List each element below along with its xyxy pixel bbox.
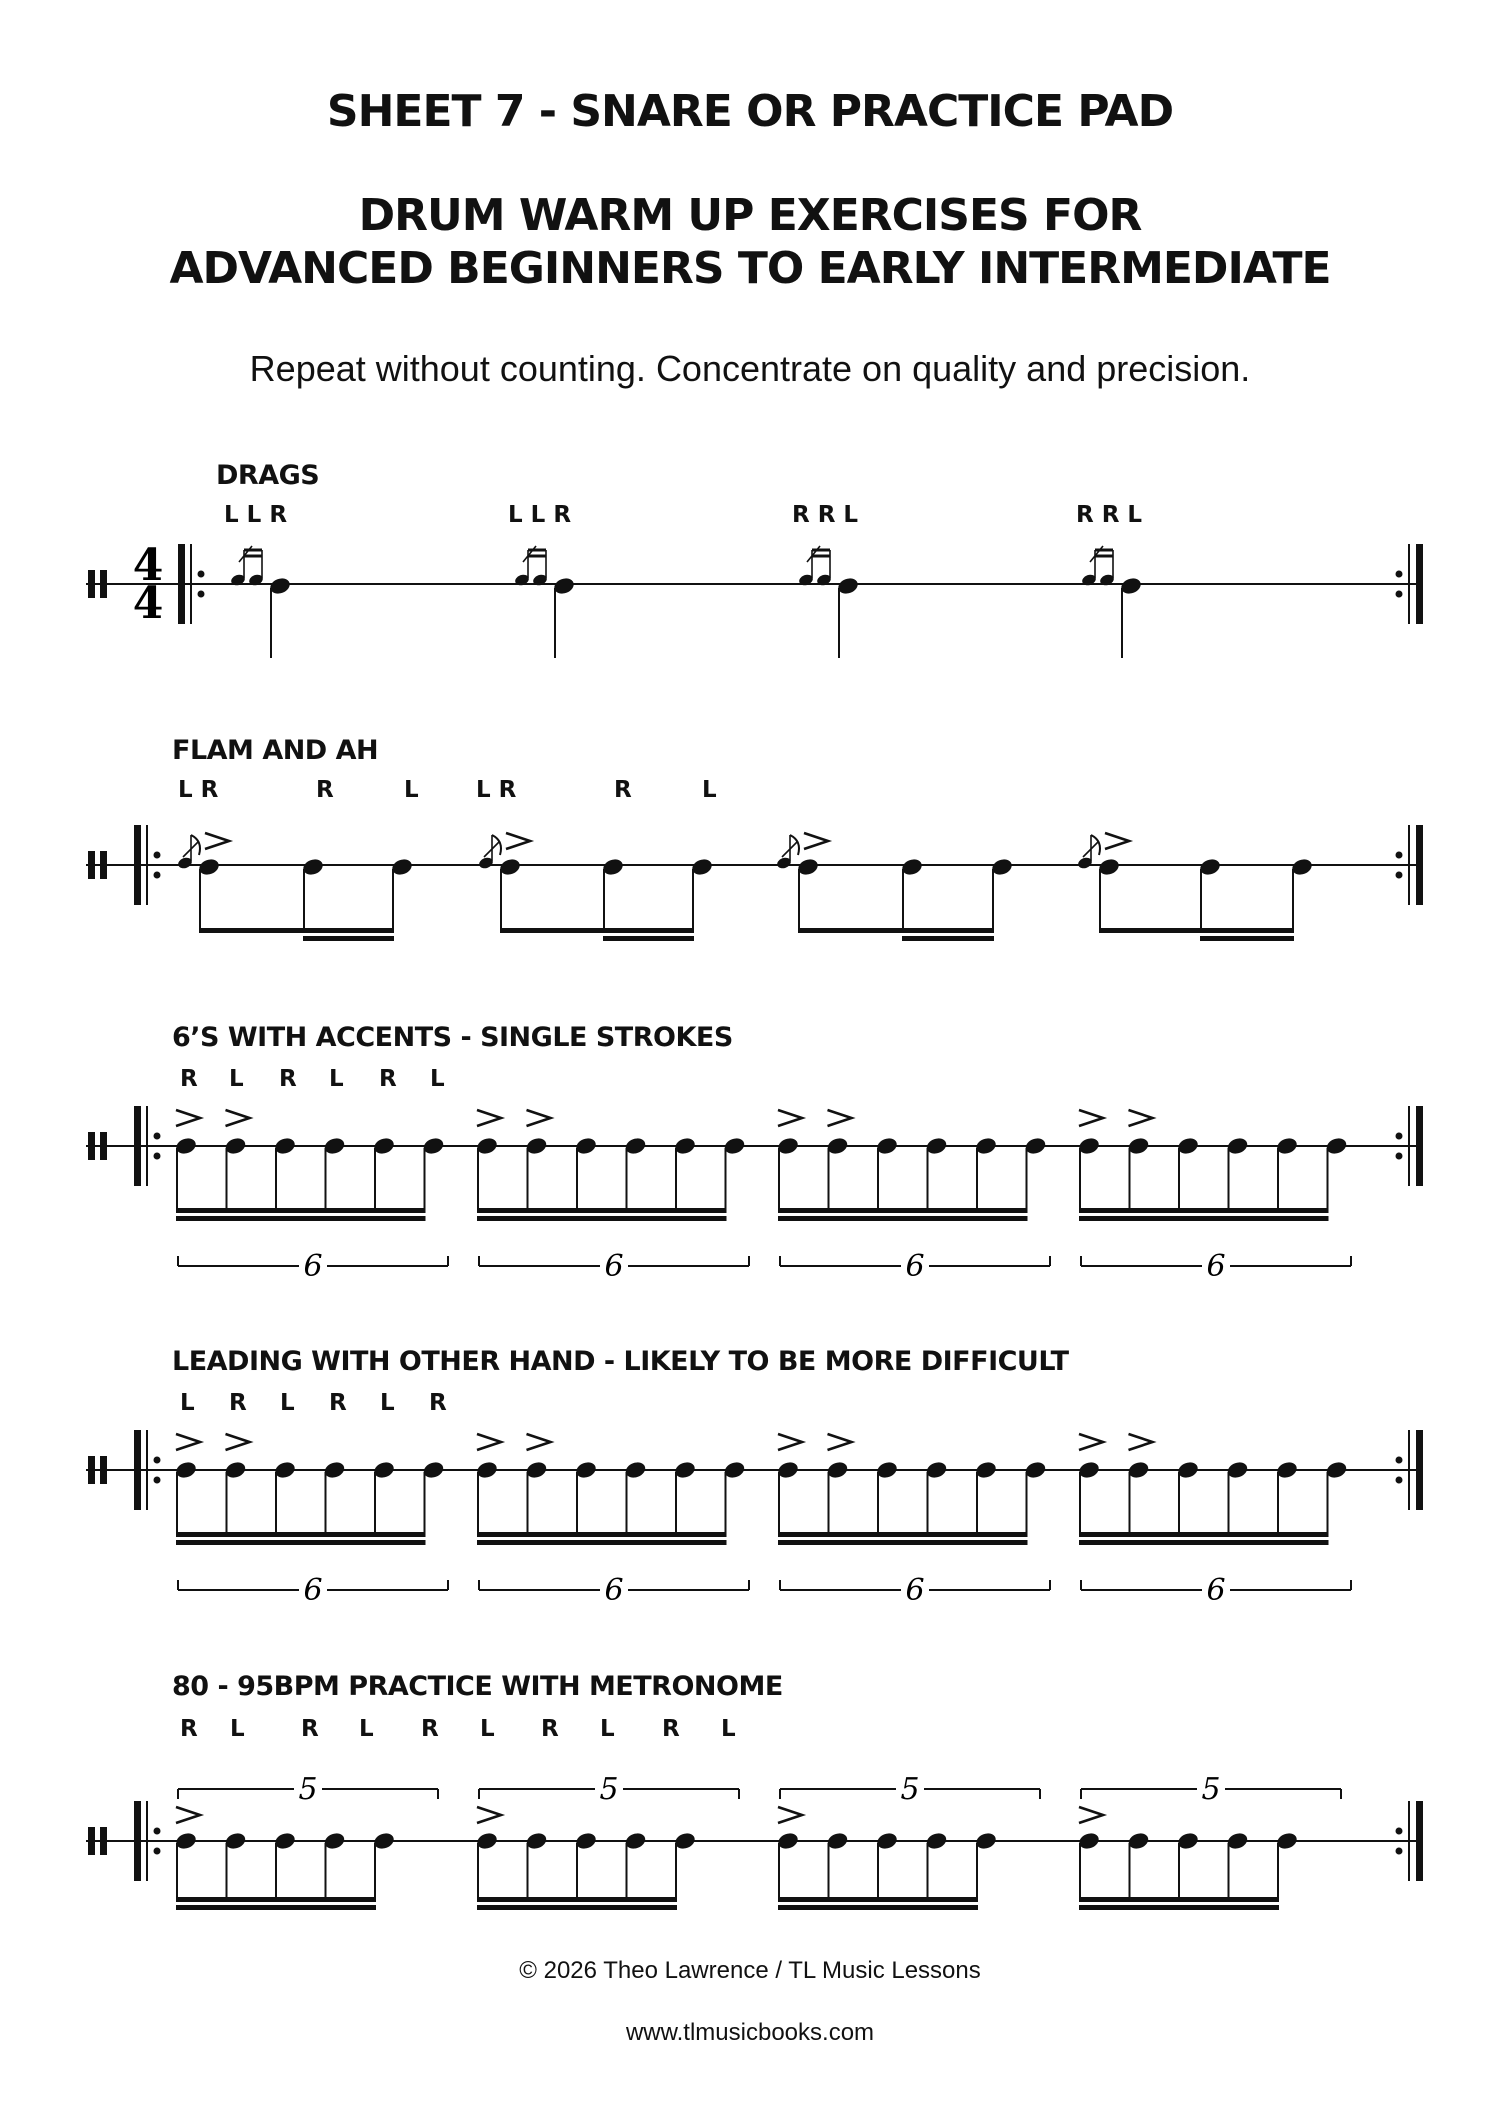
repeat-start-thick-bar	[134, 1430, 141, 1510]
percussion-clef	[100, 1827, 107, 1855]
repeat-dot	[198, 571, 205, 578]
exercise-label-sixes-single-strokes: 6’S WITH ACCENTS - SINGLE STROKES	[172, 1022, 733, 1053]
repeat-dot	[1396, 571, 1403, 578]
copyright: © 2026 Theo Lawrence / TL Music Lessons	[519, 1957, 981, 1984]
repeat-dot	[1396, 1828, 1403, 1835]
accent-mark	[778, 1110, 802, 1126]
sticking-other-hand-3: L	[280, 1390, 295, 1416]
accent-mark	[205, 833, 229, 849]
beam	[778, 1216, 1028, 1221]
accent-mark	[477, 1807, 501, 1823]
repeat-dot	[198, 591, 205, 598]
sticking-drags-1: L L R	[224, 502, 288, 528]
heading-line-1: DRUM WARM UP EXERCISES FOR	[358, 190, 1142, 241]
sticking-metronome-3: R	[301, 1716, 319, 1742]
tuplet-number: 6	[604, 1249, 624, 1284]
repeat-dot	[154, 872, 161, 879]
time-signature-top: 4	[132, 540, 164, 591]
repeat-end-thick-bar	[1416, 544, 1423, 624]
beam	[778, 1532, 1028, 1537]
sticking-metronome-6: L	[480, 1716, 495, 1742]
repeat-dot	[1396, 591, 1403, 598]
accent-mark	[804, 833, 828, 849]
percussion-clef	[100, 570, 107, 598]
accent-mark	[477, 1110, 501, 1126]
sheet-title: SHEET 7 - SNARE OR PRACTICE PAD	[326, 86, 1174, 137]
repeat-dot	[154, 852, 161, 859]
accent-mark	[828, 1434, 852, 1450]
tuplet-number: 6	[303, 1249, 323, 1284]
beam	[176, 1540, 426, 1545]
accent-mark	[1105, 833, 1129, 849]
beam	[1079, 1905, 1279, 1910]
beam	[176, 1208, 426, 1213]
percussion-clef	[100, 1456, 107, 1484]
repeat-dot	[1396, 1153, 1403, 1160]
repeat-dot	[154, 1133, 161, 1140]
beam	[477, 1208, 727, 1213]
sticking-other-hand-1: L	[180, 1390, 195, 1416]
beam	[303, 936, 394, 941]
accent-mark	[176, 1807, 200, 1823]
heading-line-2: ADVANCED BEGINNERS TO EARLY INTERMEDIATE	[169, 243, 1331, 294]
percussion-clef	[88, 570, 95, 598]
repeat-dot	[1396, 1477, 1403, 1484]
accent-mark	[1079, 1434, 1103, 1450]
repeat-dot	[154, 1828, 161, 1835]
sticking-flam-2: R	[316, 777, 334, 803]
sticking-metronome-8: L	[600, 1716, 615, 1742]
accent-mark	[477, 1434, 501, 1450]
sticking-sixes-6: L	[430, 1066, 445, 1092]
tuplet-number: 5	[1201, 1772, 1221, 1807]
tuplet-number: 5	[900, 1772, 920, 1807]
sticking-flam-5: R	[614, 777, 632, 803]
sticking-sixes-2: L	[229, 1066, 244, 1092]
beam	[1079, 1532, 1329, 1537]
repeat-end-thick-bar	[1416, 1430, 1423, 1510]
staff-leading-other-hand	[0, 1424, 1500, 1608]
beam	[477, 1540, 727, 1545]
accent-mark	[527, 1434, 551, 1450]
beam	[1079, 1897, 1279, 1902]
beam	[176, 1216, 426, 1221]
exercise-label-flam-and-ah: FLAM AND AH	[172, 735, 379, 766]
repeat-dot	[1396, 1133, 1403, 1140]
grace-slash	[239, 546, 252, 562]
beam	[1079, 1216, 1329, 1221]
beam	[176, 1897, 376, 1902]
repeat-dot	[1396, 872, 1403, 879]
repeat-start-thick-bar	[134, 1801, 141, 1881]
beam	[1079, 1540, 1329, 1545]
repeat-end-thick-bar	[1416, 1106, 1423, 1186]
accent-mark	[1079, 1110, 1103, 1126]
sticking-metronome-4: L	[359, 1716, 374, 1742]
sticking-sixes-3: R	[279, 1066, 297, 1092]
accent-mark	[226, 1434, 250, 1450]
percussion-clef	[88, 1827, 95, 1855]
time-signature-bottom: 4	[132, 578, 164, 629]
repeat-dot	[154, 1477, 161, 1484]
sticking-flam-3: L	[404, 777, 419, 803]
exercise-label-metronome: 80 - 95BPM PRACTICE WITH METRONOME	[172, 1671, 783, 1702]
beam	[176, 1905, 376, 1910]
beam	[778, 1540, 1028, 1545]
sticking-flam-1: L R	[178, 777, 219, 803]
repeat-end-thick-bar	[1416, 1801, 1423, 1881]
sticking-other-hand-4: R	[329, 1390, 347, 1416]
staff-drags	[0, 540, 1500, 660]
tuplet-number: 5	[298, 1772, 318, 1807]
tuplet-number: 6	[303, 1573, 323, 1608]
beam	[477, 1532, 727, 1537]
tuplet-number: 6	[905, 1573, 925, 1608]
sticking-metronome-1: R	[180, 1716, 198, 1742]
instructions: Repeat without counting. Concentrate on quality and precision.	[249, 348, 1251, 389]
accent-mark	[176, 1110, 200, 1126]
beam	[902, 936, 994, 941]
sticking-metronome-10: L	[721, 1716, 736, 1742]
accent-mark	[1079, 1807, 1103, 1823]
beam	[1200, 936, 1294, 941]
percussion-clef	[88, 1456, 95, 1484]
accent-mark	[176, 1434, 200, 1450]
tuplet-number: 5	[599, 1772, 619, 1807]
repeat-start-thick-bar	[134, 1106, 141, 1186]
accent-mark	[778, 1807, 802, 1823]
repeat-dot	[1396, 1848, 1403, 1855]
beam	[176, 1532, 426, 1537]
repeat-dot	[1396, 852, 1403, 859]
beam	[477, 1216, 727, 1221]
beam	[500, 928, 694, 933]
sticking-drags-4: R R L	[1076, 502, 1143, 528]
accent-mark	[828, 1110, 852, 1126]
accent-mark	[1129, 1434, 1153, 1450]
repeat-start-thick-bar	[134, 825, 141, 905]
exercise-label-drags: DRAGS	[216, 460, 320, 491]
repeat-dot	[154, 1153, 161, 1160]
accent-mark	[506, 833, 530, 849]
tuplet-number: 6	[1206, 1249, 1226, 1284]
exercise-label-leading-other-hand: LEADING WITH OTHER HAND - LIKELY TO BE MORE DIFFICULT	[172, 1346, 1069, 1377]
percussion-clef	[100, 851, 107, 879]
staff-sixes-single-strokes	[0, 1100, 1500, 1284]
sticking-other-hand-5: L	[380, 1390, 395, 1416]
beam	[1099, 928, 1294, 933]
sticking-sixes-4: L	[329, 1066, 344, 1092]
accent-mark	[1129, 1110, 1153, 1126]
sticking-flam-6: L	[702, 777, 717, 803]
accent-mark	[226, 1110, 250, 1126]
sticking-drags-2: L L R	[508, 502, 572, 528]
sticking-metronome-9: R	[662, 1716, 680, 1742]
sticking-other-hand-6: R	[429, 1390, 447, 1416]
sticking-sixes-1: R	[180, 1066, 198, 1092]
tuplet-number: 6	[1206, 1573, 1226, 1608]
percussion-clef	[88, 1132, 95, 1160]
beam	[1079, 1208, 1329, 1213]
beam	[477, 1905, 677, 1910]
grace-slash	[523, 546, 536, 562]
sticking-drags-3: R R L	[792, 502, 859, 528]
repeat-dot	[154, 1848, 161, 1855]
staff-flam-and-ah	[0, 815, 1500, 975]
beam	[477, 1897, 677, 1902]
sticking-sixes-5: R	[379, 1066, 397, 1092]
tuplet-number: 6	[604, 1573, 624, 1608]
beam	[603, 936, 694, 941]
beam	[778, 1208, 1028, 1213]
repeat-start-thick-bar	[178, 544, 185, 624]
grace-slash	[807, 546, 820, 562]
repeat-end-thick-bar	[1416, 825, 1423, 905]
repeat-dot	[1396, 1457, 1403, 1464]
sticking-flam-4: L R	[476, 777, 517, 803]
percussion-clef	[100, 1132, 107, 1160]
percussion-clef	[88, 851, 95, 879]
beam	[778, 1905, 978, 1910]
staff-metronome	[0, 1745, 1500, 1925]
accent-mark	[527, 1110, 551, 1126]
tuplet-number: 6	[905, 1249, 925, 1284]
repeat-dot	[154, 1457, 161, 1464]
sticking-metronome-5: R	[421, 1716, 439, 1742]
sticking-other-hand-2: R	[229, 1390, 247, 1416]
sticking-metronome-7: R	[541, 1716, 559, 1742]
website-link[interactable]: www.tlmusicbooks.com	[625, 2019, 875, 2046]
grace-slash	[1090, 546, 1103, 562]
accent-mark	[778, 1434, 802, 1450]
beam	[778, 1897, 978, 1902]
beam	[798, 928, 994, 933]
beam	[199, 928, 394, 933]
sticking-metronome-2: L	[230, 1716, 245, 1742]
